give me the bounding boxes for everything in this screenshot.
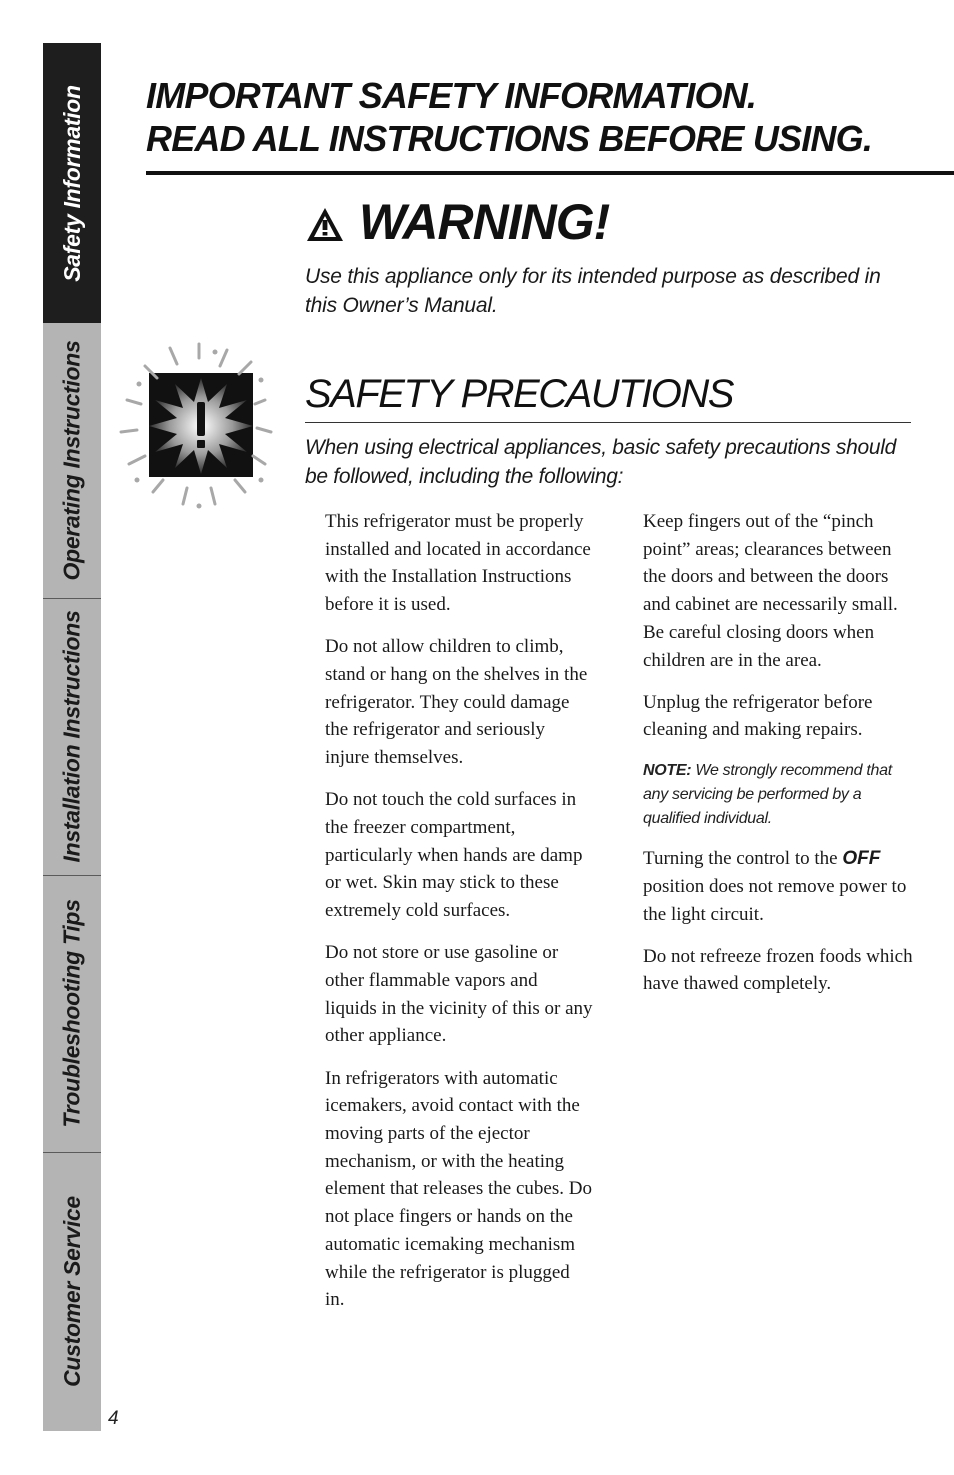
- precaution-text: position does not remove power to the light circuit.: [643, 875, 907, 925]
- tab-label: Safety Information: [58, 84, 85, 282]
- section-tabs: [43, 43, 101, 1431]
- precautions-right-column: [643, 508, 913, 1013]
- section-heading: SAFETY PRECAUTIONS: [305, 372, 733, 416]
- precaution-item: Unplug the refrigerator before cleaning and making repairs.: [643, 691, 873, 741]
- precaution-item: Do not store or use gasoline or other flammable vapors and liquids in the vicinity of this or any other appliance.: [325, 942, 593, 1047]
- precaution-item: Do not refreeze frozen foods which have thawed completely.: [643, 945, 913, 995]
- tab-customer-service[interactable]: [43, 1152, 101, 1431]
- precaution-text: Turning the control to the: [643, 848, 843, 870]
- title-line-1: IMPORTANT SAFETY INFORMATION.: [146, 75, 757, 116]
- tab-troubleshooting-tips[interactable]: [43, 875, 101, 1152]
- warning-heading-row: [305, 193, 609, 251]
- precaution-item: In refrigerators with automatic icemakers, avoid contact with the moving parts of the ejector mechanism, or with the heating element that releases the cubes. Do not place fingers or hands on the automatic icemaking mechanism while the refrigerator is plugged in.: [325, 1067, 592, 1311]
- warning-heading: WARNING!: [359, 194, 610, 250]
- precaution-item: Keep fingers out of the “pinch point” areas; clearances between the doors and between the doors and cabinet are necessarily small. Be careful closing doors when children are in the area.: [643, 511, 898, 671]
- precaution-item: Do not touch the cold surfaces in the freezer compartment, particularly when hands are damp or wet. Skin may stick to these extremely cold surfaces.: [325, 789, 583, 922]
- precautions-left-column: [325, 508, 593, 1328]
- section-intro: When using electrical appliances, basic safety precautions should be followed, including the following:: [305, 436, 897, 488]
- tab-label: Installation Instructions: [58, 610, 85, 863]
- tab-installation-instructions[interactable]: [43, 598, 101, 875]
- header-rule: [146, 171, 954, 175]
- off-position-label: OFF: [842, 848, 881, 870]
- precaution-item: This refrigerator must be properly installed and located in accordance with the Installation Instructions before it is used.: [325, 511, 591, 616]
- tab-safety-information[interactable]: [43, 43, 101, 323]
- title-line-2: READ ALL INSTRUCTIONS BEFORE USING.: [146, 118, 873, 159]
- note-text: We strongly recommend that any servicing be performed by a qualified individual.: [643, 761, 892, 827]
- warning-text: Use this appliance only for its intended purpose as described in this Owner’s Manual.: [305, 265, 881, 317]
- tab-label: Customer Service: [58, 1196, 85, 1387]
- servicing-note: [643, 759, 913, 831]
- note-label: NOTE:: [643, 761, 692, 779]
- section-rule: [305, 422, 911, 423]
- precaution-item: Do not allow children to climb, stand or hang on the shelves in the refrigerator. They could damage the refrigerator and seriously injure themselves.: [325, 636, 588, 769]
- tab-label: Operating Instructions: [58, 340, 85, 581]
- page-title: [146, 74, 872, 160]
- tab-label: Troubleshooting Tips: [58, 899, 85, 1128]
- precaution-item: [643, 845, 913, 928]
- page-number: 4: [108, 1408, 119, 1429]
- tab-operating-instructions[interactable]: [43, 323, 101, 598]
- exclamation-burst-icon: [115, 340, 285, 510]
- warning-triangle-icon: [305, 205, 345, 245]
